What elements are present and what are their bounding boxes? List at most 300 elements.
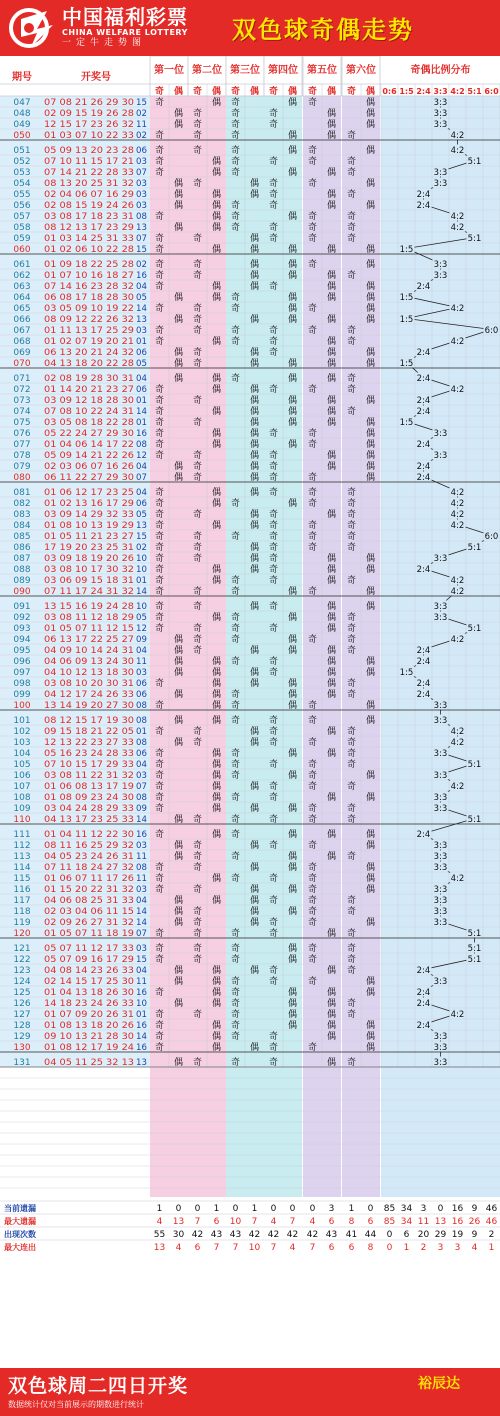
odd-mark: 奇 <box>230 657 241 667</box>
odd-mark: 奇 <box>346 760 357 770</box>
even-mark: 偶 <box>211 782 222 792</box>
issue-number: 084 <box>13 521 31 531</box>
odd-mark: 奇 <box>268 793 279 803</box>
red-balls: 05 09 14 21 22 26 <box>44 451 134 461</box>
odd-mark: 奇 <box>230 293 241 303</box>
issue-number: 125 <box>13 988 31 998</box>
even-mark: 偶 <box>211 407 222 417</box>
ratio-label: 5:1 <box>467 955 482 965</box>
ratio-label: 3:3 <box>433 613 448 623</box>
even-mark: 偶 <box>365 668 376 678</box>
odd-mark: 奇 <box>307 760 318 770</box>
odd-mark: 奇 <box>154 440 165 450</box>
odd-mark: 奇 <box>154 885 165 895</box>
blue-ball: 11 <box>136 852 147 862</box>
stat-value: 13 <box>153 1243 166 1253</box>
red-balls: 04 13 18 20 22 28 <box>44 359 134 369</box>
odd-mark: 奇 <box>154 396 165 406</box>
even-mark: 偶 <box>211 793 222 803</box>
even-mark: 偶 <box>287 271 298 281</box>
even-mark: 偶 <box>211 657 222 667</box>
red-balls: 04 12 17 24 26 33 <box>44 690 134 700</box>
red-balls: 03 08 10 20 30 31 <box>44 679 134 689</box>
ratio-label: 3:3 <box>433 885 448 895</box>
issue-number: 094 <box>13 635 31 645</box>
odd-mark: 奇 <box>268 716 279 726</box>
odd-mark: 奇 <box>346 337 357 347</box>
odd-mark: 奇 <box>268 451 279 461</box>
odd-mark: 奇 <box>268 488 279 498</box>
odd-mark: 奇 <box>307 473 318 483</box>
odd-mark: 奇 <box>268 179 279 189</box>
red-balls: 03 05 09 10 19 22 <box>44 304 134 314</box>
even-mark: 偶 <box>249 1043 260 1053</box>
odd-mark: 奇 <box>192 315 203 325</box>
ratio-label: 2:4 <box>416 440 431 450</box>
odd-mark: 奇 <box>307 532 318 542</box>
ratio-label: 2:4 <box>416 565 431 575</box>
odd-mark: 奇 <box>268 543 279 553</box>
issue-number: 048 <box>13 109 31 119</box>
odd-mark: 奇 <box>154 499 165 509</box>
even-mark: 偶 <box>365 1043 376 1053</box>
issue-number: 082 <box>13 499 31 509</box>
odd-mark: 奇 <box>154 793 165 803</box>
even-mark: 偶 <box>249 804 260 814</box>
odd-mark: 奇 <box>268 473 279 483</box>
even-mark: 偶 <box>249 885 260 895</box>
issue-number: 056 <box>13 201 31 211</box>
even-mark: 偶 <box>326 131 337 141</box>
stat-value: 11 <box>417 1217 430 1227</box>
blue-ball: 15 <box>136 245 147 255</box>
odd-mark: 奇 <box>268 602 279 612</box>
odd-mark: 奇 <box>154 929 165 939</box>
odd-mark: 奇 <box>346 966 357 976</box>
red-balls: 01 02 06 10 22 28 <box>44 245 134 255</box>
even-mark: 偶 <box>249 521 260 531</box>
stat-value: 34 <box>400 1217 413 1227</box>
odd-mark: 奇 <box>192 120 203 130</box>
red-balls: 02 08 19 28 30 31 <box>44 374 134 384</box>
issue-number: 128 <box>13 1021 31 1031</box>
even-mark: 偶 <box>365 440 376 450</box>
ratio-label: 3:3 <box>433 716 448 726</box>
even-mark: 偶 <box>211 874 222 884</box>
ratio-label: 3:3 <box>433 749 448 759</box>
even-mark: 偶 <box>211 245 222 255</box>
even-mark: 偶 <box>365 396 376 406</box>
issue-number: 075 <box>13 418 31 428</box>
stat-value: 10 <box>229 1217 242 1227</box>
stat-value: 0 <box>367 1204 374 1214</box>
even-mark: 偶 <box>287 863 298 873</box>
even-mark: 偶 <box>249 234 260 244</box>
even-mark: 偶 <box>211 760 222 770</box>
issue-number: 061 <box>13 260 31 270</box>
even-mark: 偶 <box>249 451 260 461</box>
odd-mark: 奇 <box>268 1058 279 1068</box>
odd-mark: 奇 <box>268 565 279 575</box>
odd-mark: 奇 <box>230 212 241 222</box>
blue-ball: 12 <box>136 451 147 461</box>
odd-mark: 奇 <box>230 532 241 542</box>
red-balls: 13 15 16 19 24 28 <box>44 602 134 612</box>
even-mark: 偶 <box>287 701 298 711</box>
odd-mark: 奇 <box>268 841 279 851</box>
even-mark: 偶 <box>249 348 260 358</box>
even-mark: 偶 <box>287 315 298 325</box>
issue-number: 120 <box>13 929 31 939</box>
odd-mark: 奇 <box>268 223 279 233</box>
blue-ball: 16 <box>136 1021 147 1031</box>
position-header-1: 第一位 <box>154 65 184 76</box>
blue-ball: 02 <box>136 131 147 141</box>
issue-number: 087 <box>13 554 31 564</box>
red-balls: 01 05 07 11 18 19 <box>44 929 134 939</box>
red-balls: 03 05 08 18 22 28 <box>44 418 134 428</box>
even-mark: 偶 <box>326 271 337 281</box>
stat-value: 1 <box>403 1243 410 1253</box>
stat-value: 85 <box>383 1204 396 1214</box>
red-balls: 08 09 12 22 26 32 <box>44 315 134 325</box>
issue-number: 111 <box>13 830 31 840</box>
odd-mark: 奇 <box>230 955 241 965</box>
ratio-label: 4:2 <box>450 874 465 884</box>
even-mark: 偶 <box>211 168 222 178</box>
stat-value: 9 <box>471 1230 478 1240</box>
even-mark: 偶 <box>365 304 376 314</box>
odd-mark: 奇 <box>154 429 165 439</box>
blue-ball: 03 <box>136 771 147 781</box>
ratio-label: 3:3 <box>433 429 448 439</box>
odd-mark: 奇 <box>154 679 165 689</box>
odd-mark: 奇 <box>346 131 357 141</box>
odd-header-2: 奇 <box>192 87 203 97</box>
odd-mark: 奇 <box>154 304 165 314</box>
odd-mark: 奇 <box>230 109 241 119</box>
blue-ball: 05 <box>136 613 147 623</box>
stats-label: 最大遗漏 <box>4 1217 36 1226</box>
even-mark: 偶 <box>249 565 260 575</box>
footer-note: 数据统计仅对当前展示的期数进行统计 <box>8 1400 144 1409</box>
odd-mark: 奇 <box>192 271 203 281</box>
red-balls: 01 06 12 17 23 25 <box>44 488 134 498</box>
stat-value: 3 <box>328 1204 335 1214</box>
ratio-label: 3:3 <box>433 793 448 803</box>
even-mark: 偶 <box>326 999 337 1009</box>
red-balls: 08 11 16 25 29 32 <box>44 841 134 851</box>
even-mark: 偶 <box>211 190 222 200</box>
odd-even-trend-chart <box>0 56 500 1416</box>
odd-mark: 奇 <box>346 804 357 814</box>
issue-number: 127 <box>13 1010 31 1020</box>
issue-number: 098 <box>13 679 31 689</box>
odd-mark: 奇 <box>230 304 241 314</box>
blue-ball: 16 <box>136 1043 147 1053</box>
issue-number: 099 <box>13 690 31 700</box>
issue-number: 078 <box>13 451 31 461</box>
odd-mark: 奇 <box>230 760 241 770</box>
even-mark: 偶 <box>326 1021 337 1031</box>
stat-value: 7 <box>270 1243 277 1253</box>
issue-number: 107 <box>13 782 31 792</box>
odd-mark: 奇 <box>154 407 165 417</box>
stat-value: 10 <box>248 1243 261 1253</box>
even-mark: 偶 <box>326 315 337 325</box>
blue-ball: 14 <box>136 815 147 825</box>
red-balls: 02 09 26 27 31 32 <box>44 918 134 928</box>
issue-number: 095 <box>13 646 31 656</box>
even-mark: 偶 <box>365 602 376 612</box>
even-mark: 偶 <box>249 863 260 873</box>
even-mark: 偶 <box>173 966 184 976</box>
odd-mark: 奇 <box>346 190 357 200</box>
even-mark: 偶 <box>365 245 376 255</box>
odd-mark: 奇 <box>307 304 318 314</box>
odd-mark: 奇 <box>230 157 241 167</box>
even-mark: 偶 <box>287 613 298 623</box>
odd-mark: 奇 <box>230 326 241 336</box>
even-mark: 偶 <box>287 1021 298 1031</box>
issue-number: 112 <box>13 841 31 851</box>
odd-header-4: 奇 <box>268 87 279 97</box>
odd-mark: 奇 <box>230 771 241 781</box>
odd-mark: 奇 <box>154 1021 165 1031</box>
blue-ball: 01 <box>136 418 147 428</box>
odd-mark: 奇 <box>346 646 357 656</box>
stat-value: 29 <box>434 1230 447 1240</box>
blue-ball: 03 <box>136 179 147 189</box>
issue-number: 093 <box>13 624 31 634</box>
odd-mark: 奇 <box>154 760 165 770</box>
ratio-header-3-3: 3:3 <box>433 87 448 96</box>
issue-number: 067 <box>13 326 31 336</box>
odd-mark: 奇 <box>154 874 165 884</box>
even-mark: 偶 <box>365 315 376 325</box>
red-balls: 17 19 20 23 25 31 <box>44 543 134 553</box>
stat-value: 2 <box>488 1230 495 1240</box>
issue-number: 074 <box>13 407 31 417</box>
red-balls: 09 10 13 21 28 30 <box>44 1032 134 1042</box>
even-mark: 偶 <box>287 999 298 1009</box>
even-mark: 偶 <box>249 554 260 564</box>
stat-value: 7 <box>251 1217 258 1227</box>
even-mark: 偶 <box>287 293 298 303</box>
footer-bar <box>0 1368 500 1416</box>
stat-value: 30 <box>172 1230 185 1240</box>
red-balls: 05 09 13 20 23 28 <box>44 146 134 156</box>
stat-value: 4 <box>289 1243 296 1253</box>
even-mark: 偶 <box>287 168 298 178</box>
odd-mark: 奇 <box>268 738 279 748</box>
blue-ball: 04 <box>136 966 147 976</box>
odd-mark: 奇 <box>192 462 203 472</box>
odd-mark: 奇 <box>192 646 203 656</box>
odd-mark: 奇 <box>346 999 357 1009</box>
issue-number: 060 <box>13 245 31 255</box>
blue-ball: 03 <box>136 668 147 678</box>
ratio-label: 1:5 <box>399 293 414 303</box>
even-mark: 偶 <box>365 293 376 303</box>
blue-ball: 14 <box>136 907 147 917</box>
blue-ball: 04 <box>136 462 147 472</box>
blue-ball: 06 <box>136 146 147 156</box>
even-mark: 偶 <box>173 374 184 384</box>
odd-mark: 奇 <box>154 146 165 156</box>
odd-mark: 奇 <box>154 488 165 498</box>
odd-mark: 奇 <box>268 896 279 906</box>
even-mark: 偶 <box>326 668 337 678</box>
odd-mark: 奇 <box>154 260 165 270</box>
stat-value: 43 <box>210 1230 223 1240</box>
ratio-header-5-1: 5:1 <box>467 87 482 96</box>
blue-ball: 02 <box>136 260 147 270</box>
odd-mark: 奇 <box>192 815 203 825</box>
blue-ball: 06 <box>136 348 147 358</box>
odd-mark: 奇 <box>230 999 241 1009</box>
odd-mark: 奇 <box>268 385 279 395</box>
odd-mark: 奇 <box>192 451 203 461</box>
odd-mark: 奇 <box>192 146 203 156</box>
odd-mark: 奇 <box>154 98 165 108</box>
odd-mark: 奇 <box>346 907 357 917</box>
issue-number: 077 <box>13 440 31 450</box>
stat-value: 42 <box>306 1230 319 1240</box>
odd-mark: 奇 <box>192 944 203 954</box>
odd-mark: 奇 <box>154 602 165 612</box>
issue-number: 090 <box>13 587 31 597</box>
even-mark: 偶 <box>326 190 337 200</box>
even-mark: 偶 <box>173 293 184 303</box>
even-mark: 偶 <box>287 988 298 998</box>
issue-number: 050 <box>13 131 31 141</box>
issue-number: 097 <box>13 668 31 678</box>
odd-mark: 奇 <box>154 1043 165 1053</box>
blue-ball: 15 <box>136 955 147 965</box>
even-mark: 偶 <box>287 907 298 917</box>
odd-mark: 奇 <box>346 234 357 244</box>
red-balls: 01 05 11 21 23 27 <box>44 532 134 542</box>
even-mark: 偶 <box>211 690 222 700</box>
odd-mark: 奇 <box>192 543 203 553</box>
issue-number: 096 <box>13 657 31 667</box>
ratio-header-6-0: 6:0 <box>484 87 499 96</box>
even-mark: 偶 <box>326 1032 337 1042</box>
ratio-label: 2:4 <box>416 348 431 358</box>
even-mark: 偶 <box>326 293 337 303</box>
even-mark: 偶 <box>287 131 298 141</box>
odd-mark: 奇 <box>307 1043 318 1053</box>
odd-mark: 奇 <box>230 749 241 759</box>
ratio-label: 6:0 <box>484 532 499 542</box>
red-balls: 03 08 11 12 18 29 <box>44 613 134 623</box>
odd-mark: 奇 <box>154 613 165 623</box>
ratio-label: 3:3 <box>433 179 448 189</box>
even-mark: 偶 <box>287 749 298 759</box>
position-header-5: 第五位 <box>307 65 337 76</box>
even-mark: 偶 <box>211 668 222 678</box>
ratio-label: 4:2 <box>450 146 465 156</box>
even-mark: 偶 <box>326 374 337 384</box>
odd-mark: 奇 <box>230 613 241 623</box>
odd-mark: 奇 <box>268 190 279 200</box>
odd-mark: 奇 <box>154 554 165 564</box>
even-mark: 偶 <box>326 565 337 575</box>
stat-value: 34 <box>400 1204 413 1214</box>
even-mark: 偶 <box>287 646 298 656</box>
odd-mark: 奇 <box>307 587 318 597</box>
red-balls: 01 03 07 10 22 33 <box>44 131 134 141</box>
even-mark: 偶 <box>211 896 222 906</box>
issue-number: 110 <box>13 815 31 825</box>
brand-block <box>62 6 188 49</box>
odd-mark: 奇 <box>230 1032 241 1042</box>
blue-ball: 14 <box>136 587 147 597</box>
odd-mark: 奇 <box>268 521 279 531</box>
odd-mark: 奇 <box>230 977 241 987</box>
stat-value: 7 <box>194 1217 201 1227</box>
issue-number: 086 <box>13 543 31 553</box>
odd-mark: 奇 <box>346 532 357 542</box>
even-mark: 偶 <box>249 727 260 737</box>
even-mark: 偶 <box>365 359 376 369</box>
stat-value: 42 <box>267 1230 280 1240</box>
even-mark: 偶 <box>211 157 222 167</box>
even-mark: 偶 <box>287 212 298 222</box>
issue-number: 130 <box>13 1043 31 1053</box>
even-mark: 偶 <box>365 565 376 575</box>
stat-value: 0 <box>386 1230 393 1240</box>
odd-mark: 奇 <box>230 146 241 156</box>
odd-mark: 奇 <box>154 451 165 461</box>
even-mark: 偶 <box>326 690 337 700</box>
red-balls: 01 04 06 14 17 22 <box>44 440 134 450</box>
ratio-label: 2:4 <box>416 374 431 384</box>
even-mark: 偶 <box>326 793 337 803</box>
even-mark: 偶 <box>173 120 184 130</box>
issue-number: 071 <box>13 374 31 384</box>
blue-ball: 15 <box>136 532 147 542</box>
odd-mark: 奇 <box>230 690 241 700</box>
footer-title: 双色球周二四日开奖 <box>8 1375 189 1397</box>
issue-number: 064 <box>13 293 31 303</box>
even-mark: 偶 <box>211 440 222 450</box>
odd-mark: 奇 <box>154 385 165 395</box>
even-header-2: 偶 <box>211 87 222 97</box>
odd-mark: 奇 <box>346 488 357 498</box>
ratio-label: 5:1 <box>467 760 482 770</box>
odd-mark: 奇 <box>154 624 165 634</box>
odd-mark: 奇 <box>192 624 203 634</box>
red-balls: 01 08 12 17 19 24 <box>44 1043 134 1053</box>
blue-ball: 10 <box>136 565 147 575</box>
even-mark: 偶 <box>211 1032 222 1042</box>
even-mark: 偶 <box>365 109 376 119</box>
issue-number: 108 <box>13 793 31 803</box>
even-mark: 偶 <box>287 690 298 700</box>
red-balls: 01 08 13 18 20 26 <box>44 1021 134 1031</box>
stat-value: 4 <box>175 1243 182 1253</box>
blue-ball: 13 <box>136 521 147 531</box>
stat-value: 1 <box>348 1204 355 1214</box>
odd-mark: 奇 <box>346 212 357 222</box>
ratio-label: 4:2 <box>450 635 465 645</box>
ratio-label: 4:2 <box>450 510 465 520</box>
odd-mark: 奇 <box>346 1010 357 1020</box>
odd-mark: 奇 <box>154 532 165 542</box>
ratio-label: 4:2 <box>450 488 465 498</box>
